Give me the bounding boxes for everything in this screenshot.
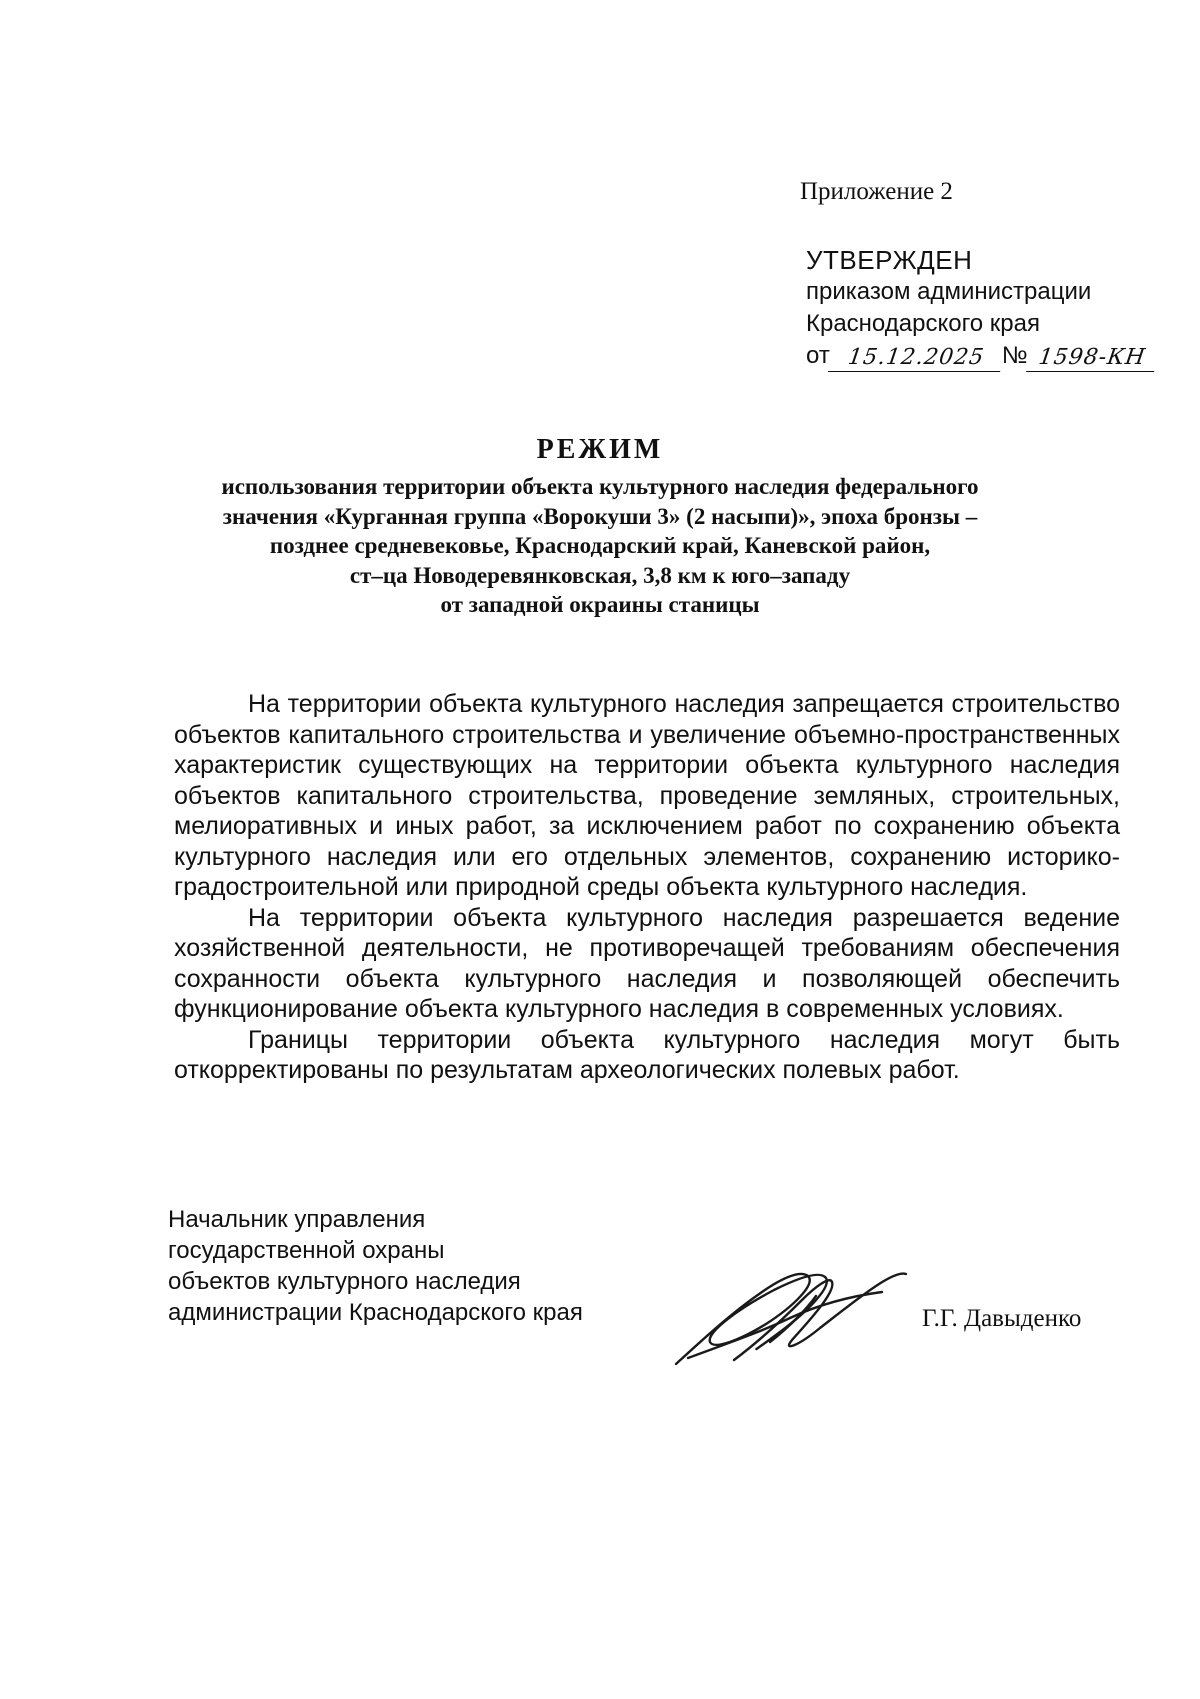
order-date: 15.12.2025 [828, 345, 1004, 372]
order-number: 1598-КН [1026, 345, 1158, 372]
signatory-position [168, 1204, 583, 1328]
body-paragraph-permission: На территории объекта культурного наследия разрешается ведение хозяйственной деятельности, не противоречащей требованиям обеспечения сохранности объекта культурного наследия и позволяющей обеспечить функционирование объекта культурного наследия в современных условиях. [174, 903, 1120, 1023]
document-title: РЕЖИМ [536, 434, 664, 465]
approved-by-line: приказом администрации [806, 278, 1092, 305]
document-title-block [150, 432, 1050, 620]
signatory-position-line: Начальник управления [168, 1206, 426, 1233]
order-reference [806, 340, 1156, 372]
subtitle-line: от западной окраины станицы [440, 592, 760, 617]
subtitle-line: ст–ца Новодеревянковская, 3,8 км к юго–западу [349, 562, 851, 588]
appendix-label: Приложение 2 [800, 178, 953, 205]
body-paragraph-boundaries: Границы территории объекта культурного наследия могут быть откорректированы по результатам археологических полевых работ. [174, 1025, 1120, 1084]
subtitle-line: позднее средневековье, Краснодарский край, Каневской район, [269, 533, 931, 558]
approved-title: УТВЕРЖДЕН [806, 245, 973, 275]
document-body [174, 689, 1120, 1086]
approval-block [806, 244, 1156, 372]
body-paragraph-prohibition: На территории объекта культурного наследия запрещается строительство объектов капитального строительства и увеличение объемно-пространственных характеристик существующих на территории объекта культурного наследия объектов капитального строительства, проведение земляных, строительных, мелиоративных и иных работ, за исключением работ по сохранению объекта культурного наследия или его отдельных элементов, сохранению историко-градостроительной или природной среды объекта культурного наследия. [174, 690, 1120, 901]
document-subtitle [150, 472, 1050, 620]
order-number-prefix: № [1001, 342, 1028, 369]
handwritten-signature [670, 1262, 910, 1372]
signatory-position-line: администрации Краснодарского края [168, 1299, 583, 1326]
order-date-prefix: от [806, 342, 830, 369]
signatory-position-line: государственной охраны [168, 1237, 445, 1264]
signatory-position-line: объектов культурного наследия [168, 1268, 521, 1295]
subtitle-line: значения «Курганная группа «Ворокуши 3» (2 насыпи)», эпоха бронзы – [222, 503, 978, 529]
approved-region-line: Краснодарского края [806, 310, 1040, 337]
subtitle-line: использования территории объекта культурного наследия федерального [221, 474, 979, 499]
signatory-name: Г.Г. Давыденко [922, 1305, 1082, 1332]
